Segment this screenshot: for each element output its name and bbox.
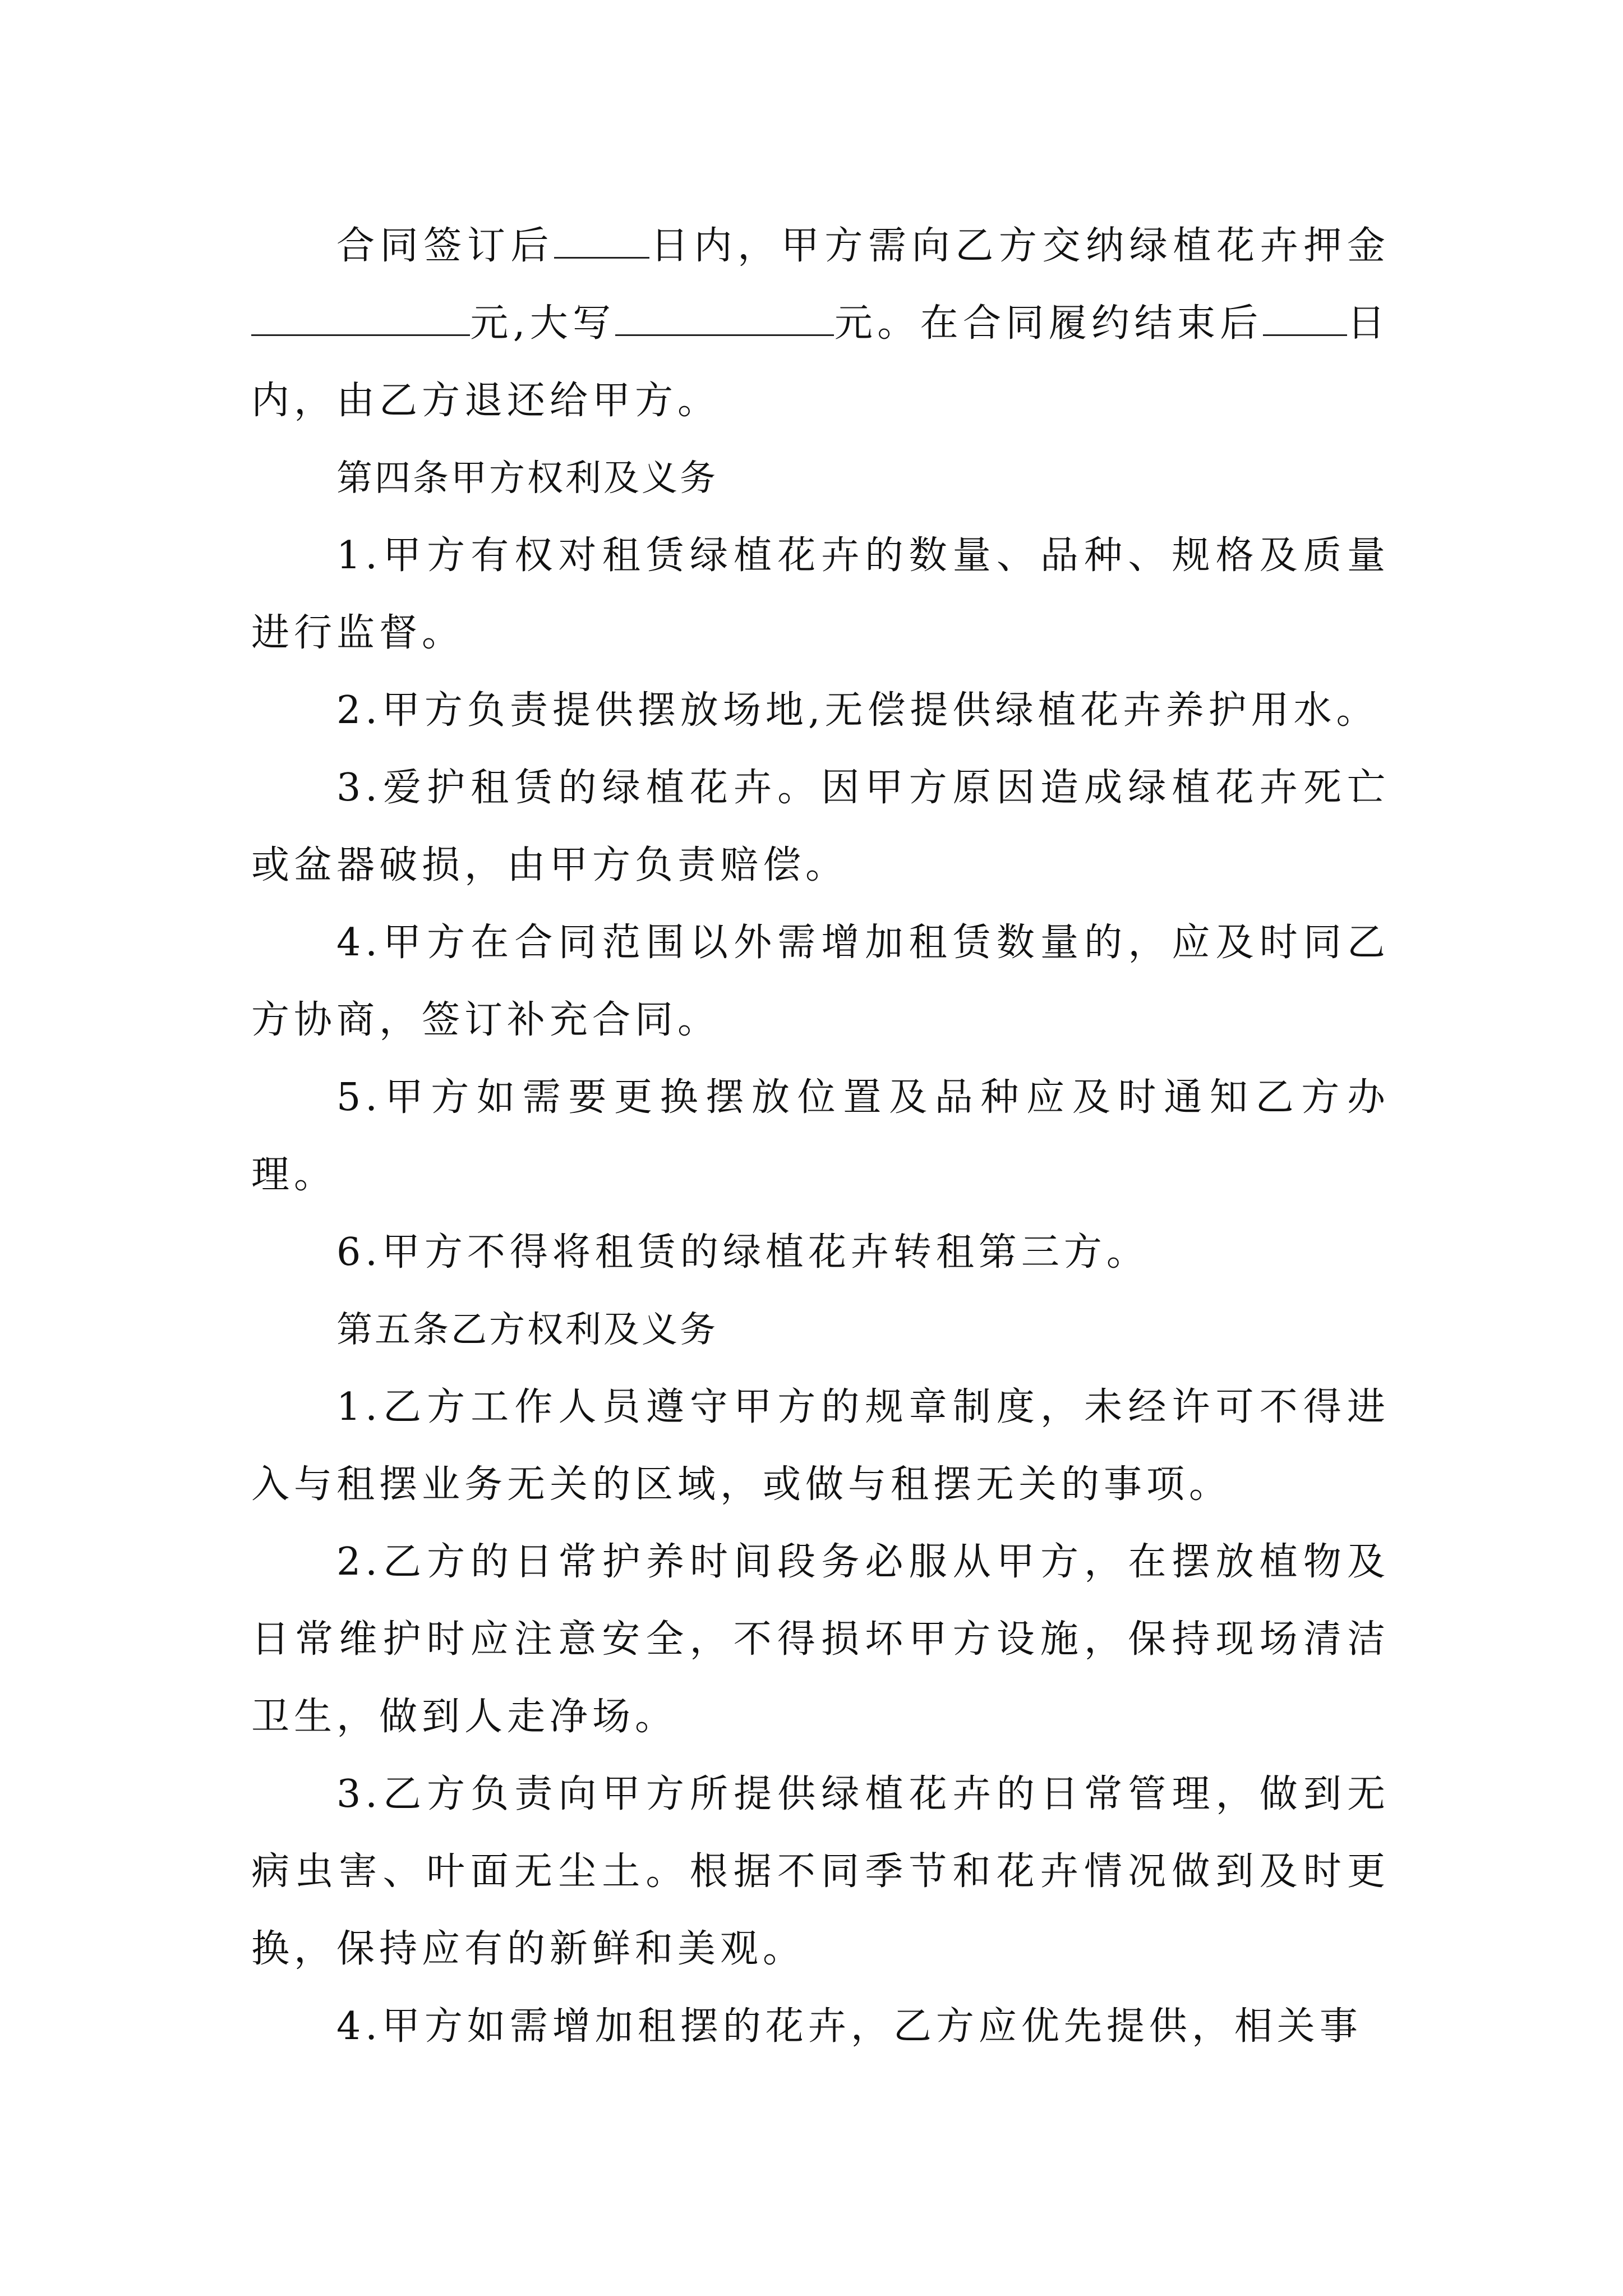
article-5-item-3: 3.乙方负责向甲方所提供绿植花卉的日常管理，做到无病虫害、叶面无尘土。根据不同季节和花卉情况做到及时更换，保持应有的新鲜和美观。 <box>251 1772 1390 1971</box>
refund-days-blank <box>1263 301 1347 336</box>
deposit-text-3: 元,大写 <box>470 301 616 346</box>
deposit-text-1: 合同签订后 <box>336 224 555 268</box>
article-4-item-1: 1.甲方有权对租赁绿植花卉的数量、品种、规格及质量进行监督。 <box>251 533 1390 655</box>
article-4-item-4: 4.甲方在合同范围以外需增加租赁数量的，应及时同乙方协商，签订补充合同。 <box>251 921 1390 1042</box>
article-5-item-2: 2.乙方的日常护养时间段务必服从甲方，在摆放植物及日常维护时应注意安全，不得损坏甲方设施，保持现场清洁卫生，做到人走净场。 <box>251 1540 1390 1739</box>
deposit-paragraph <box>251 208 1390 440</box>
article-5-item-4: 4.甲方如需增加租摆的花卉，乙方应优先提供，相关事 <box>336 2004 1362 2049</box>
deposit-text-4: 元。在合同履约结束后 <box>834 301 1263 346</box>
amount-blank <box>251 301 470 336</box>
article-4-item-3: 3.爱护租赁的绿植花卉。因甲方原因造成绿植花卉死亡或盆器破损，由甲方负责赔偿。 <box>251 766 1390 887</box>
article-4-heading: 第四条甲方权利及义务 <box>336 458 718 499</box>
article-4-item-2: 2.甲方负责提供摆放场地,无偿提供绿植花卉养护用水。 <box>336 688 1379 733</box>
article-5-heading: 第五条乙方权利及义务 <box>336 1309 718 1351</box>
days-blank <box>554 223 649 259</box>
deposit-text-2: 日内，甲方需向乙方交纳绿植花卉押金 <box>649 224 1390 268</box>
article-4-item-5: 5.甲方如需要更换摆放位置及品种应及时通知乙方办理。 <box>251 1075 1390 1197</box>
amount-words-blank <box>615 301 834 336</box>
article-5-item-1: 1.乙方工作人员遵守甲方的规章制度，未经许可不得进入与租摆业务无关的区域，或做与租摆无关的事项。 <box>251 1385 1390 1507</box>
article-4-item-6: 6.甲方不得将租赁的绿植花卉转租第三方。 <box>336 1230 1149 1274</box>
contract-body <box>251 208 1390 2065</box>
deposit-text-5: 日内，由乙方退还给甲方。 <box>251 301 1390 423</box>
